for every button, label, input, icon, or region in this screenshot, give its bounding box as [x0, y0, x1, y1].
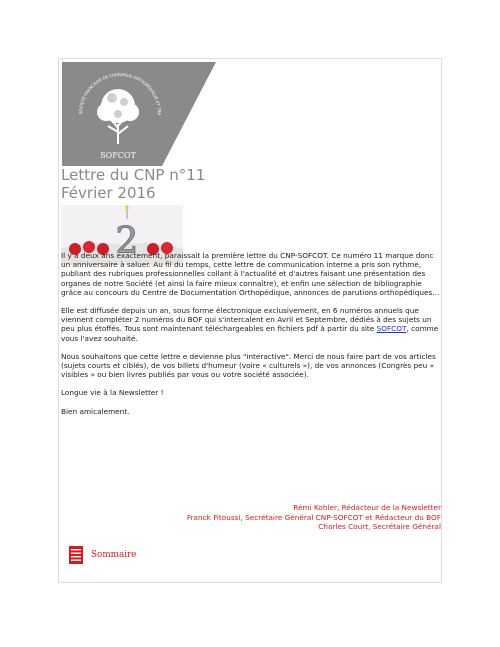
newsletter-date: Février 2016: [61, 184, 156, 202]
body-paragraph: Il y a deux ans exactement, paraissait la première lettre du CNP-SOFCOT. Ce numéro 11 marque donc un anniversaire à saluer. Au fil du temps, cette lettre de communication interne a pris son rythme, publiant des rubriques professionnelles collant à l'actualité et d'autres faisant une présentation des organes de notre Société (et ainsi la faire mieux connaître), et enfin une sélection de bibliographie grâce au concours du Centre de Documentation Orthopédique, annonces de parutions orthopédiques...: [61, 251, 440, 297]
newsletter-card: [58, 58, 442, 583]
sommaire-link[interactable]: [69, 546, 136, 564]
sommaire-label[interactable]: Sommaire: [91, 550, 137, 560]
list-icon: [69, 546, 83, 564]
signature-line: Charles Court, Secrétaire Général: [318, 522, 441, 532]
candle-digit: 2: [115, 221, 139, 262]
newsletter-title: Lettre du CNP n°11: [61, 166, 206, 184]
body-paragraph: Nous souhaitons que cette lettre e devienne plus "interactive". Merci de nous faire part de vos articles (sujets courts et ciblés), de vos billets d'humeur (voire « culturels »), de vos annonces (Congrès peu « visibles » ou bien livres publiés par vous ou votre société associée).: [61, 351, 436, 380]
newsletter-body: [61, 251, 441, 425]
body-paragraph: Elle est diffusée depuis un an, sous forme électronique exclusivement, en 6 numéros annuels que viennent compléter 2 numéros du BOF qui s'intercalent en Avril et Septembre, dédiés à des sujets un peu plus étoffés. Tous sont maintenant téléchargeables en fichiers pdf à partir du site SOFCOT, comme vous l'avez souhaité.: [61, 306, 439, 343]
logo-arc-text: SOCIÉTÉ FRANÇAISE DE CHIRURGIE ORTHOPÉDIQUE ET TRA: [77, 71, 163, 116]
signature-line: Franck Fitoussi, Secrétaire Général CNP-SOFCOT et Rédacteur du BOF: [186, 512, 441, 522]
signature-block: [187, 503, 441, 532]
signature-line: Rémi Kohler, Rédacteur de la Newsletter: [293, 503, 441, 512]
sofcot-link[interactable]: SOFCOT: [376, 324, 407, 334]
body-paragraph: Longue vie à la Newsletter !: [61, 388, 164, 398]
sofcot-logo: [62, 62, 216, 166]
logo-name: SOFCOT: [100, 151, 136, 160]
body-paragraph: Bien amicalement.: [61, 406, 130, 416]
